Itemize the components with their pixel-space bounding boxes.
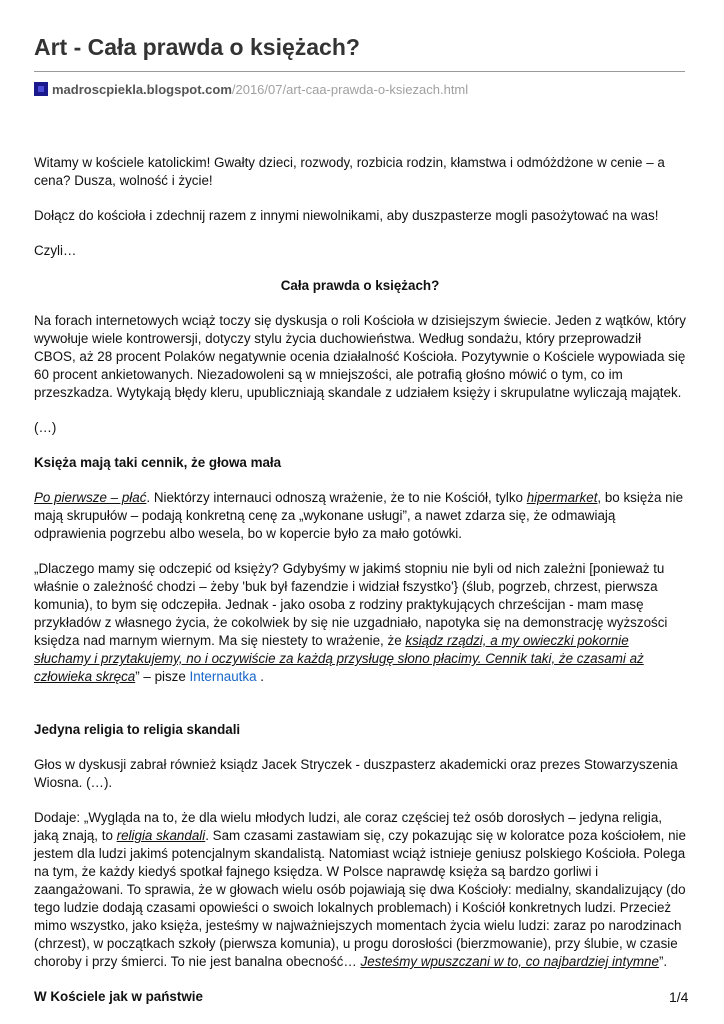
section-heading-skandale: Jedyna religia to religia skandali [34,722,241,737]
quote-link-intymne[interactable]: Jesteśmy wpuszczani w to, co najbardziej intymne [360,954,659,969]
join-paragraph: Dołącz do kościoła i zdechnij razem z innymi niewolnikami, aby duszpasterze mogli pasożytować na was! [34,208,659,223]
ellipsis-paragraph: (…) [34,420,57,435]
text-segment: . [256,669,264,684]
paragraph-placi [34,489,686,543]
section-heading-cennik: Księża mają taki cennik, że głowa mała [34,455,282,470]
link-hipermarket[interactable]: hipermarket [526,490,598,505]
spacer [34,703,686,721]
intro-paragraph: Witamy w kościele katolickim! Gwałty dzieci, rozwody, rozbicia rodzin, kłamstwa i odmóżdżone w cenie – a cena? Dusza, wolność i życie! [34,155,665,188]
title-divider [34,71,685,72]
forum-paragraph: Na forach internetowych wciąż toczy się dyskusja o roli Kościoła w dzisiejszym świecie. Jeden z wątków, który wywołuje wiele kontrowersji, dotyczy stylu życia duchowieństwa. Według sondażu, który przeprowadził CBOS, aż 28 procent Polaków negatywnie ocenia działalność Kościoła. Pozytywnie o Kościele wypowiada się 60 procent ankietowanych. Niezadowoleni są w mniejszości, ale potrafią głośno mówić o tym, co im przeszkadza. Wytykają błędy kleru, upubliczniają skandale z udziałem księży i skrupulatne wyliczają majątek. [34,313,686,400]
text-segment: , bo księża nie mają skrupułów – podają konkretną cenę za „wykonane usługi”, a nawet zdarza się, że odmawiają odprawienia pogrzebu albo wesela, bo w kopercie było za mało gotówki. [34,490,684,541]
text-segment: . Niektórzy internauci odnoszą wrażenie, że to nie Kościół, tylko [146,490,527,505]
source-path[interactable]: /2016/07/art-caa-prawda-o-ksiezach.html [231,81,469,97]
source-line [34,80,468,98]
section-heading-panstwo: W Kościele jak w państwie [34,989,203,1004]
paragraph-stryczek: Głos w dyskusji zabrał również ksiądz Jacek Stryczek - duszpasterz akademicki oraz prezes Stowarzyszenia Wiosna. (…). [34,757,678,790]
text-segment: ” – pisze [135,669,190,684]
quote-link-ksiadz[interactable]: ksiądz rządzi, a my owieczki pokornie słuchamy i przytakujemy, no i oczywiście za każdą przysługę słono płacimy. Cennik taki, że czasami aż człowieka skręca [34,633,644,684]
text-segment: Dodaje: „Wygląda na to, że dla wielu młodych ludzi, ale coraz częściej też osób dorosłych – jedyna religia, jaką znają, to [34,810,663,843]
article-body [34,154,689,1023]
blog-favicon-icon [34,82,48,96]
paragraph-internautka [34,560,686,686]
text-segment: . Sam czasami zastawiam się, czy pokazując się w koloratce poza kościołem, nie jestem dla ludzi jakimś potencjalnym skandalistą. Natomiast wciąż istnieje geniusz polskiego Kościoła. Polega na tym, że każdy kiedyś spotkał fajnego księdza. W Polsce naprawdę księża są bardzo gorliwi i zaangażowani. To sprawia, że w głowach wielu osób pojawiają się dwa Kościoły: medialny, skandalizujący (do tego ludzie dodają czasami opowieści o swoich lokalnych problemach) i Kościół konkretnych ludzi. Przecież mimo wszystko, jako księża, jesteśmy w najważniejszych momentach życia wielu ludzi: zaraz po narodzinach (chrzest), w początkach szkoły (pierwsza komunia), u progu dorosłości (bierzmowanie), przy ślubie, w czasie choroby i przy śmierci. To nie jest banalna obecność… [34,828,686,969]
text-segment: ”. [658,954,668,969]
link-religia-skandali[interactable]: religia skandali [116,828,206,843]
source-domain[interactable]: madroscpiekla.blogspot.com [52,81,232,97]
paragraph-dodaje [34,809,686,971]
link-po-pierwsze[interactable]: Po pierwsze – płać [34,490,147,505]
czyli-paragraph: Czyli… [34,243,77,258]
link-internautka[interactable]: Internautka [189,669,257,684]
page-title: Art - Cała prawda o księżach? [34,34,360,60]
page-number: 1/4 [669,989,689,1005]
text-segment: „Dlaczego mamy się odczepić od księży? Gdybyśmy w jakimś stopniu nie byli od nich zależni [ponieważ tu właśnie o zależność chodzi – żeby 'buk był fazendzie i widział fszystko'} (ślub, pogrzeb, chrzest, pierwsza komunia), to bym się odczepiła. Jednak - jako osoba z rodziny praktykujących chrześcijan - mam masę przykładów z własnego życia, że cokolwiek by się nie uzgadniało, napotyka się na demonstrację wyższości księdza nad marnym wiernym. Ma się niestety to wrażenie, że [34,561,668,648]
article-heading: Cała prawda o księżach? [280,278,440,293]
